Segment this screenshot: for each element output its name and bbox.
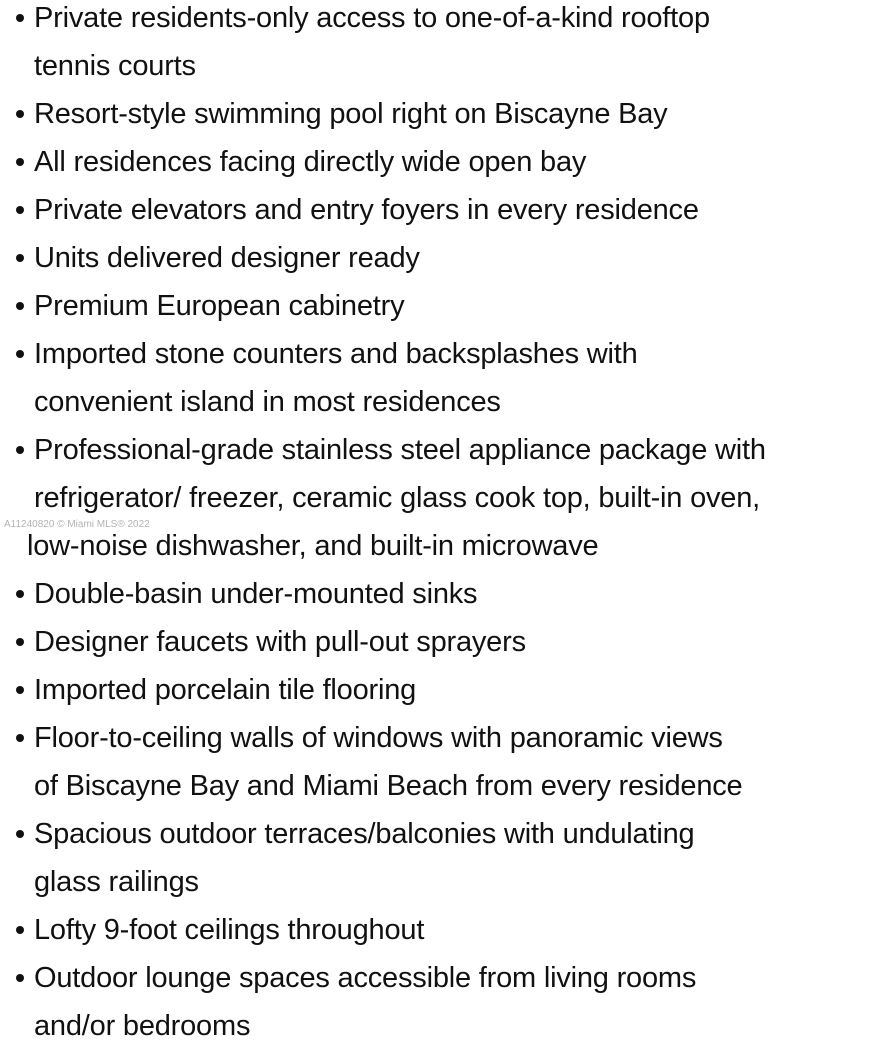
feature-item [0, 186, 880, 234]
feature-line: Premium European cabinetry [34, 290, 405, 322]
feature-item [0, 426, 880, 570]
feature-line: Designer faucets with pull-out sprayers [34, 626, 526, 658]
feature-item [0, 666, 880, 714]
feature-line: and/or bedrooms [34, 1010, 251, 1042]
feature-line: tennis courts [34, 50, 196, 82]
feature-line: Professional-grade stainless steel appliance package with [34, 434, 766, 466]
feature-line: Lofty 9-foot ceilings throughout [34, 914, 425, 946]
bullet-icon [16, 830, 24, 838]
feature-item [0, 138, 880, 186]
feature-item [0, 282, 880, 330]
feature-line: refrigerator/ freezer, ceramic glass cook top, built-in oven, [34, 482, 761, 514]
bullet-icon [16, 974, 24, 982]
bullet-icon [16, 446, 24, 454]
bullet-icon [16, 638, 24, 646]
bullet-icon [16, 686, 24, 694]
feature-line: Private residents-only access to one-of-a-kind rooftop [34, 2, 710, 34]
bullet-icon [16, 926, 24, 934]
feature-line: convenient island in most residences [34, 386, 501, 418]
bullet-icon [16, 302, 24, 310]
feature-line: low-noise dishwasher, and built-in microwave [27, 530, 599, 562]
feature-line: Resort-style swimming pool right on Biscayne Bay [34, 98, 668, 130]
feature-line: Private elevators and entry foyers in every residence [34, 194, 699, 226]
feature-item [0, 714, 880, 810]
feature-line: Units delivered designer ready [34, 242, 420, 274]
bullet-icon [16, 350, 24, 358]
feature-line: All residences facing directly wide open bay [34, 146, 587, 178]
feature-line: Outdoor lounge spaces accessible from living rooms [34, 962, 697, 994]
feature-item [0, 906, 880, 954]
bullet-icon [16, 206, 24, 214]
bullet-icon [16, 734, 24, 742]
feature-line: glass railings [34, 866, 199, 898]
feature-item [0, 0, 880, 90]
feature-item [0, 234, 880, 282]
bullet-icon [16, 14, 24, 22]
bullet-icon [16, 254, 24, 262]
feature-item [0, 618, 880, 666]
bullet-icon [16, 110, 24, 118]
feature-line: Spacious outdoor terraces/balconies with undulating [34, 818, 695, 850]
bullet-icon [16, 590, 24, 598]
feature-line: Double-basin under-mounted sinks [34, 578, 478, 610]
feature-line: Floor-to-ceiling walls of windows with panoramic views [34, 722, 723, 754]
feature-line: of Biscayne Bay and Miami Beach from every residence [34, 770, 743, 802]
feature-item [0, 330, 880, 426]
feature-line: Imported porcelain tile flooring [34, 674, 417, 706]
feature-line: Imported stone counters and backsplashes with [34, 338, 638, 370]
feature-item [0, 810, 880, 906]
bullet-icon [16, 158, 24, 166]
feature-item [0, 90, 880, 138]
feature-item [0, 954, 880, 1050]
mls-watermark: A11240820 © Miami MLS® 2022 [4, 519, 150, 530]
feature-item [0, 570, 880, 618]
